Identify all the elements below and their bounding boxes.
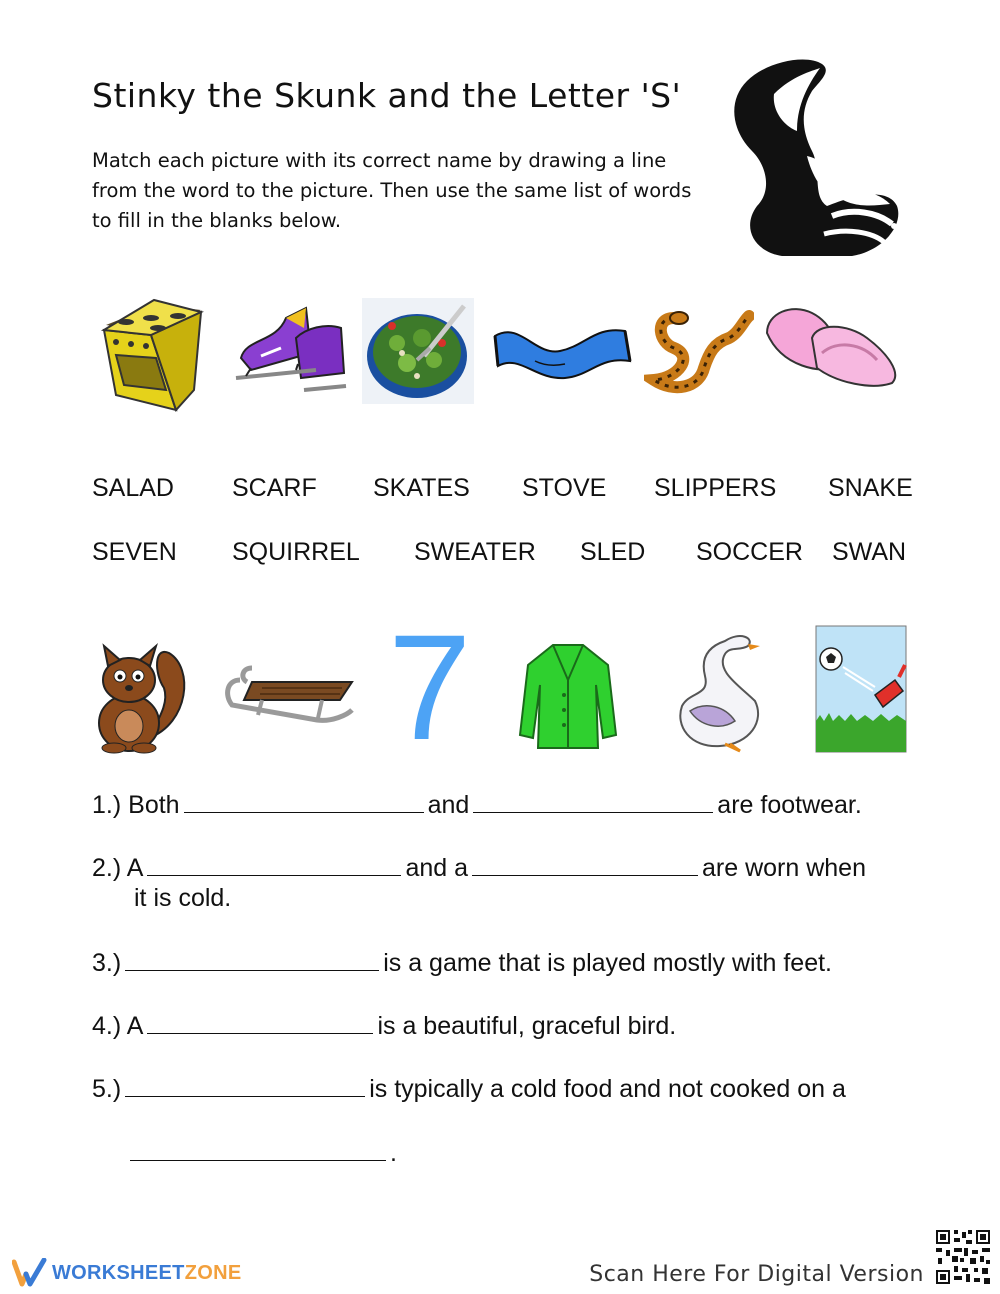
question-1 — [92, 790, 862, 820]
word-salad: SALAD — [92, 474, 174, 502]
question-2-continuation: it is cold. — [134, 884, 232, 912]
question-1-blank-2[interactable] — [473, 790, 713, 813]
seven-picture: 7 — [388, 603, 472, 771]
question-1-text-b: and — [427, 791, 470, 819]
question-2-number: 2.) — [92, 854, 122, 882]
question-5 — [92, 1074, 846, 1104]
word-squirrel: SQUIRREL — [232, 538, 360, 566]
question-3 — [92, 948, 832, 978]
question-4-text-a: A — [126, 1012, 144, 1040]
sweater-picture — [518, 640, 618, 752]
stove-picture — [96, 290, 204, 415]
brand-name-part-1: WORKSHEET — [52, 1261, 185, 1284]
question-4 — [92, 1011, 676, 1041]
word-seven: SEVEN — [92, 538, 177, 566]
word-stove: STOVE — [522, 474, 607, 502]
sled-picture — [222, 660, 360, 730]
word-swan: SWAN — [832, 538, 907, 566]
slippers-picture — [762, 298, 902, 390]
question-3-blank[interactable] — [125, 948, 379, 971]
question-5-text-c: is typically a cold food and not cooked on a — [369, 1075, 846, 1103]
page-title: Stinky the Skunk and the Letter 'S' — [92, 76, 682, 115]
question-1-text-c: are footwear. — [717, 791, 862, 819]
question-4-blank[interactable] — [147, 1011, 373, 1034]
brand-name-part-2: ZONE — [184, 1261, 242, 1284]
word-scarf: SCARF — [232, 474, 317, 502]
question-5-continuation — [130, 1138, 397, 1168]
swan-picture — [670, 626, 770, 754]
w-logo-icon — [12, 1258, 48, 1288]
skates-picture — [226, 298, 348, 398]
instructions: Match each picture with its correct name by drawing a line from the word to the picture. Then use the same list of words to fill in the blanks below. — [92, 149, 692, 232]
soccer-picture — [815, 625, 907, 753]
question-2 — [92, 853, 866, 883]
question-2-text-a: A — [126, 854, 144, 882]
word-slippers: SLIPPERS — [654, 474, 777, 502]
question-2-blank-1[interactable] — [147, 853, 401, 876]
question-5-number: 5.) — [92, 1075, 122, 1103]
question-3-text-c: is a game that is played mostly with feet. — [383, 949, 833, 977]
question-2-text-c: are worn when — [702, 854, 866, 882]
word-sled: SLED — [580, 538, 646, 566]
word-skates: SKATES — [373, 474, 470, 502]
question-1-blank-1[interactable] — [184, 790, 424, 813]
word-snake: SNAKE — [828, 474, 913, 502]
squirrel-picture — [94, 628, 190, 754]
question-1-text-a: Both — [128, 791, 180, 819]
word-soccer: SOCCER — [696, 538, 803, 566]
question-1-number: 1.) — [92, 791, 122, 819]
question-3-number: 3.) — [92, 949, 122, 977]
scan-caption: Scan Here For Digital Version — [589, 1262, 924, 1287]
question-4-text-c: is a beautiful, graceful bird. — [377, 1012, 677, 1040]
question-4-number: 4.) — [92, 1012, 122, 1040]
salad-picture — [362, 298, 474, 404]
question-2-text-b: and a — [405, 854, 469, 882]
worksheet-zone-logo — [12, 1258, 241, 1288]
question-5-blank-2[interactable] — [130, 1138, 386, 1161]
question-5-end: . — [390, 1139, 397, 1167]
qr-code[interactable] — [934, 1228, 992, 1286]
word-sweater: SWEATER — [414, 538, 536, 566]
snake-picture — [644, 308, 754, 398]
question-5-blank-1[interactable] — [125, 1074, 365, 1097]
scarf-picture — [490, 316, 635, 386]
question-2-blank-2[interactable] — [472, 853, 698, 876]
skunk-illustration — [712, 56, 902, 261]
